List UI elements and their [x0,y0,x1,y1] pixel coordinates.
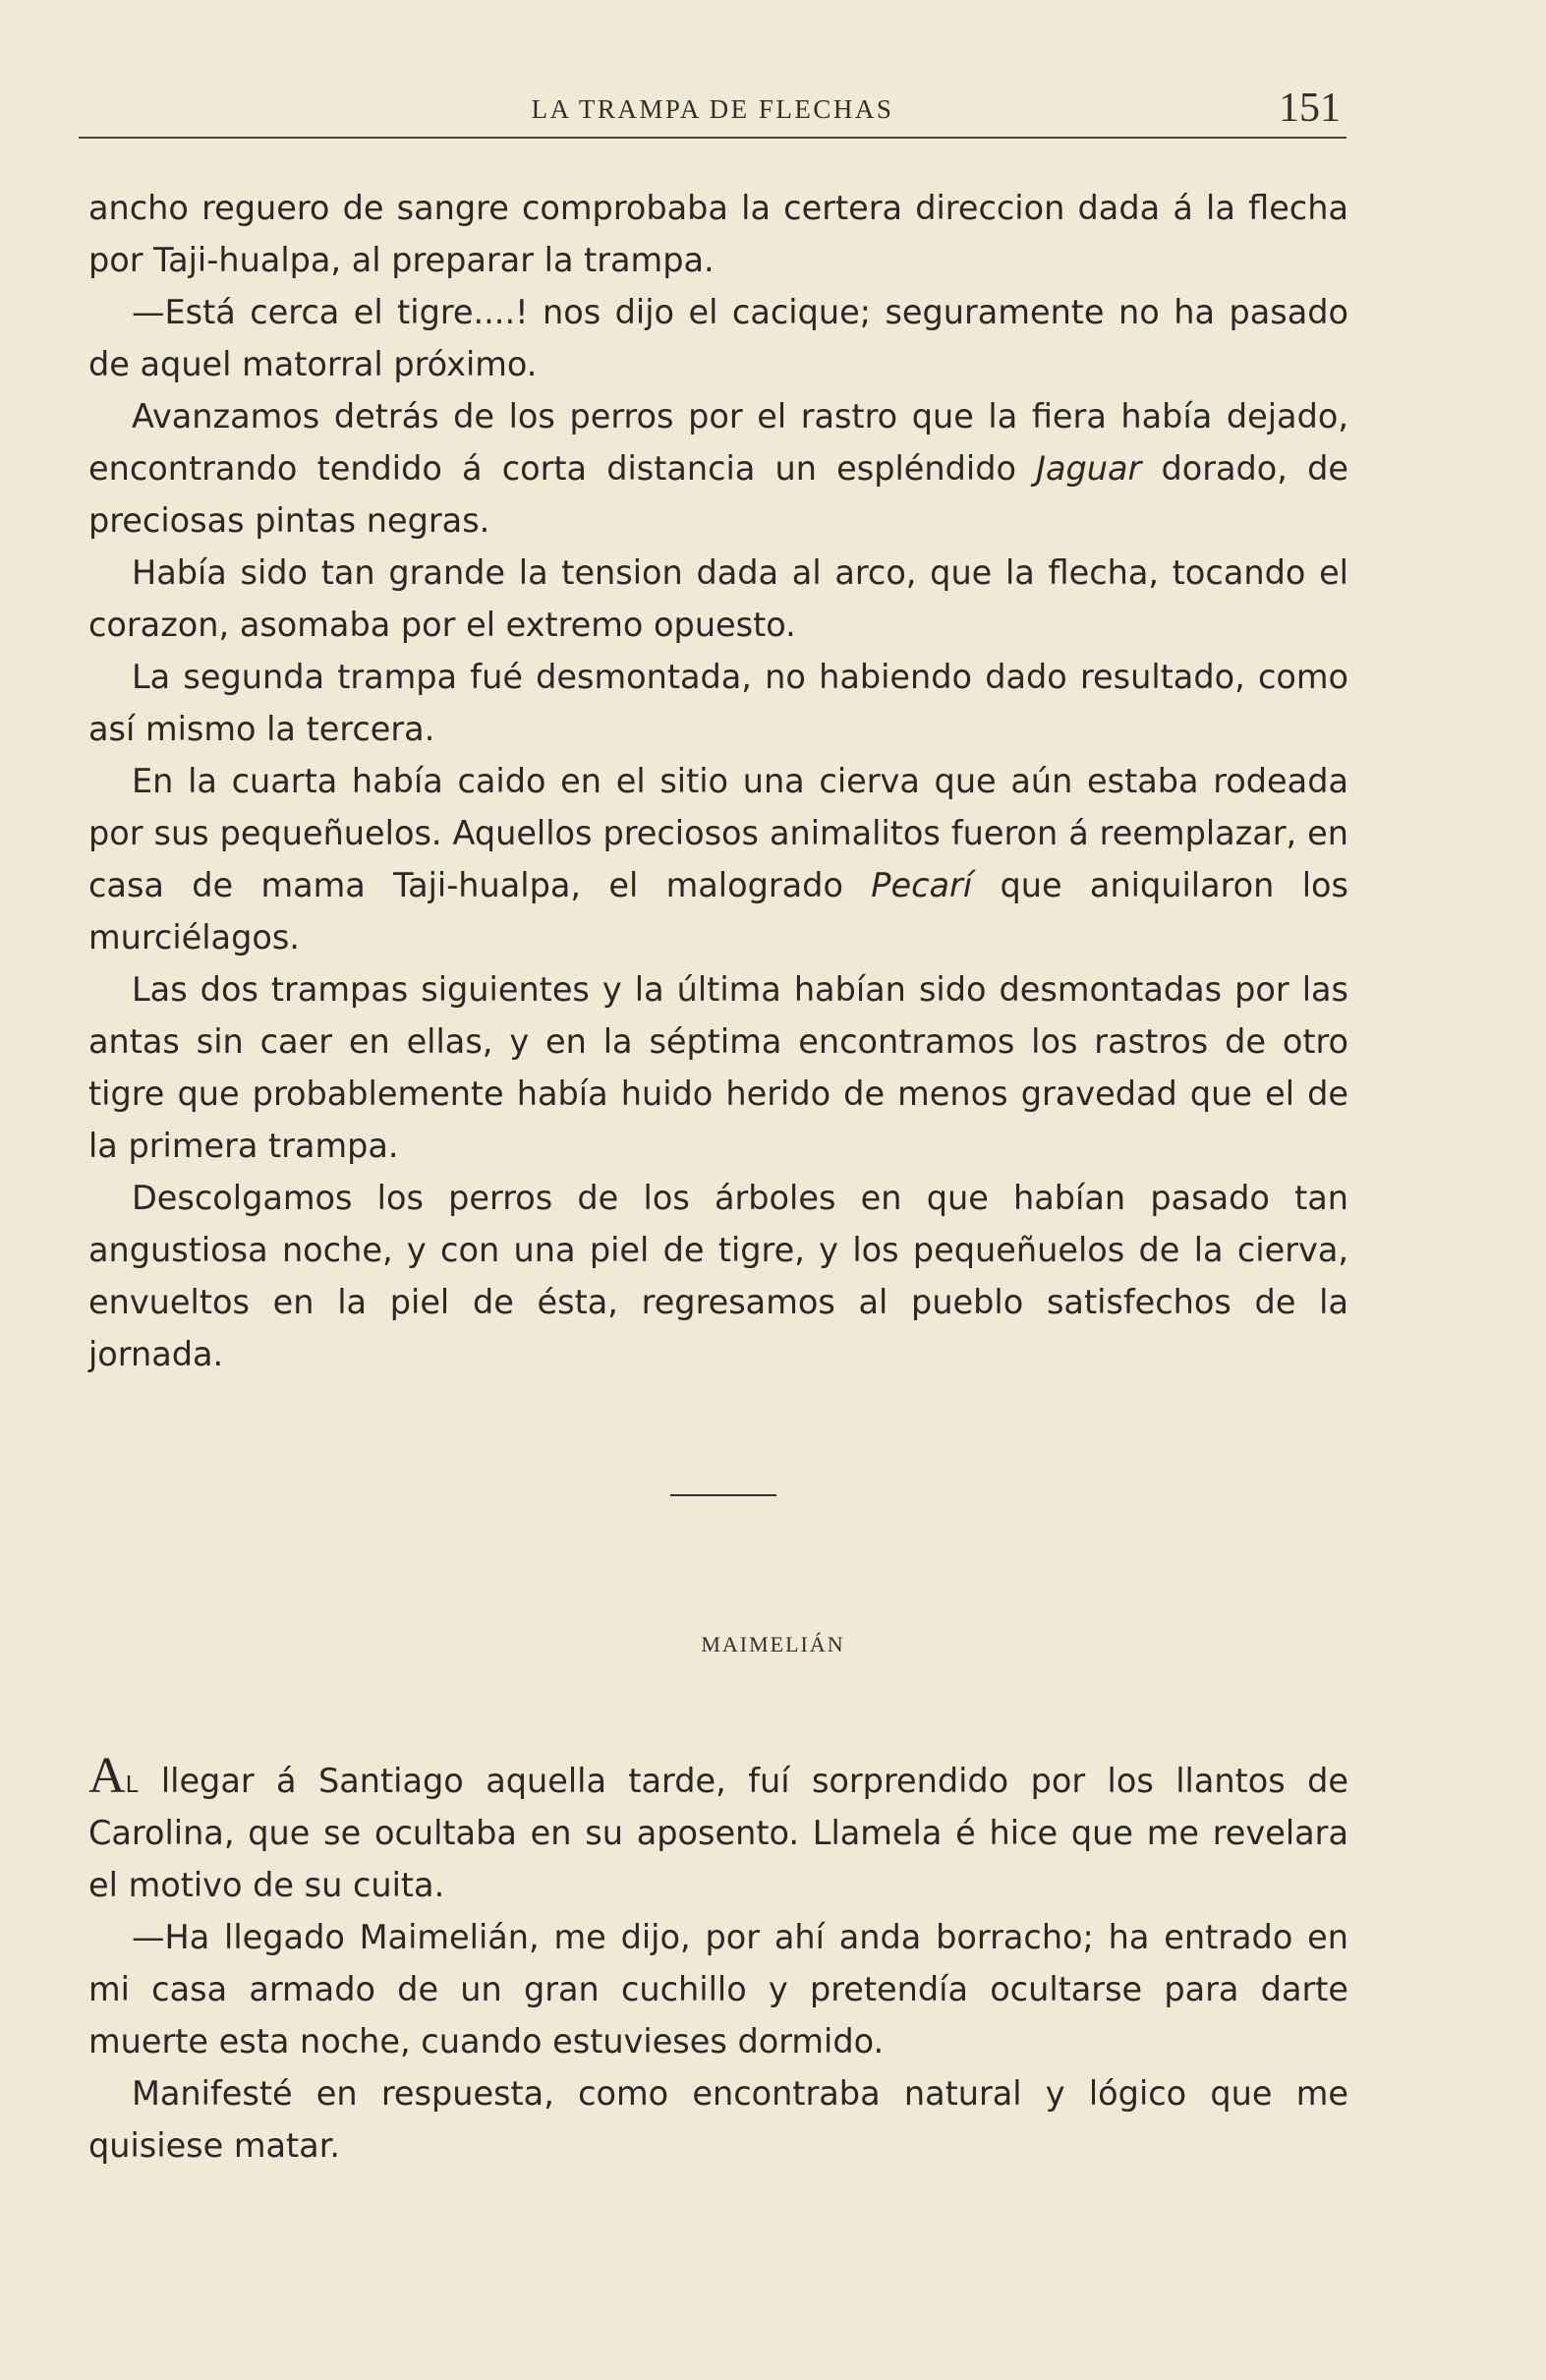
opening-paragraph [88,1748,1348,1911]
chapter-text [88,182,1348,1380]
italic-term: Jaguar [1036,449,1142,488]
section-divider [670,1494,776,1496]
page-number: 151 [1279,86,1341,131]
paragraph: Las dos trampas siguientes y la última habían sido desmontadas por las antas sin caer en ellas, y en la séptima encontramos los rastros de otro tigre que probablemente había huido herido de menos gravedad que el de la primera trampa. [88,970,1348,1165]
paragraph: —Está cerca el tigre....! nos dijo el cacique; seguramente no ha pasado de aquel matorral próximo. [88,293,1348,383]
paragraph: Manifesté en respuesta, como encontraba natural y lógico que me quisiese matar. [88,2074,1348,2165]
italic-term: Pecarí [871,866,973,904]
section-text [88,1748,1348,2172]
header-rule [79,137,1346,139]
paragraph: Avanzamos detrás de los perros por el rastro que la fiera había dejado, encontrando tendido á corta distancia un espléndido Jaguar dorado, de preciosas pintas negras. [88,397,1348,540]
paragraph: Había sido tan grande la tension dada al arco, que la flecha, tocando el corazon, asomaba por el extremo opuesto. [88,553,1348,644]
running-title: LA TRAMPA DE FLECHAS [531,94,894,124]
section-title: MAIMELIÁN [701,1632,845,1656]
drop-cap: A [88,1748,126,1804]
paragraph: En la cuarta había caido en el sitio una cierva que aún estaba rodeada por sus pequeñuelos. Aquellos preciosos animalitos fueron á reemplazar, en casa de mama Taji-hualpa, el malogrado Pecarí que aniquilaron los murciélagos. [88,762,1348,957]
paragraph: La segunda trampa fué desmontada, no habiendo dado resultado, como así mismo la tercera. [88,658,1348,748]
opening-paragraph-text: llegar á Santiago aquella tarde, fuí sorprendido por los llantos de Carolina, que se ocultaba en su aposento. Llamela é hice que me revelara el motivo de su cuita. [88,1762,1348,1904]
paragraph: ancho reguero de sangre comprobaba la certera direccion dada á la flecha por Taji-hualpa, al preparar la trampa. [88,189,1348,279]
drop-cap-continuation: l [125,1762,140,1800]
paragraph: —Ha llegado Maimelián, me dijo, por ahí anda borracho; ha entrado en mi casa armado de un gran cuchillo y pretendía ocultarse para darte muerte esta noche, cuando estuvieses dormido. [88,1918,1348,2061]
paragraph: Descolgamos los perros de los árboles en que habían pasado tan angustiosa noche, y con una piel de tigre, y los pequeñuelos de la cierva, envueltos en la piel de ésta, regresamos al pueblo satisfechos de la jornada. [88,1179,1348,1373]
page-header [79,86,1346,140]
